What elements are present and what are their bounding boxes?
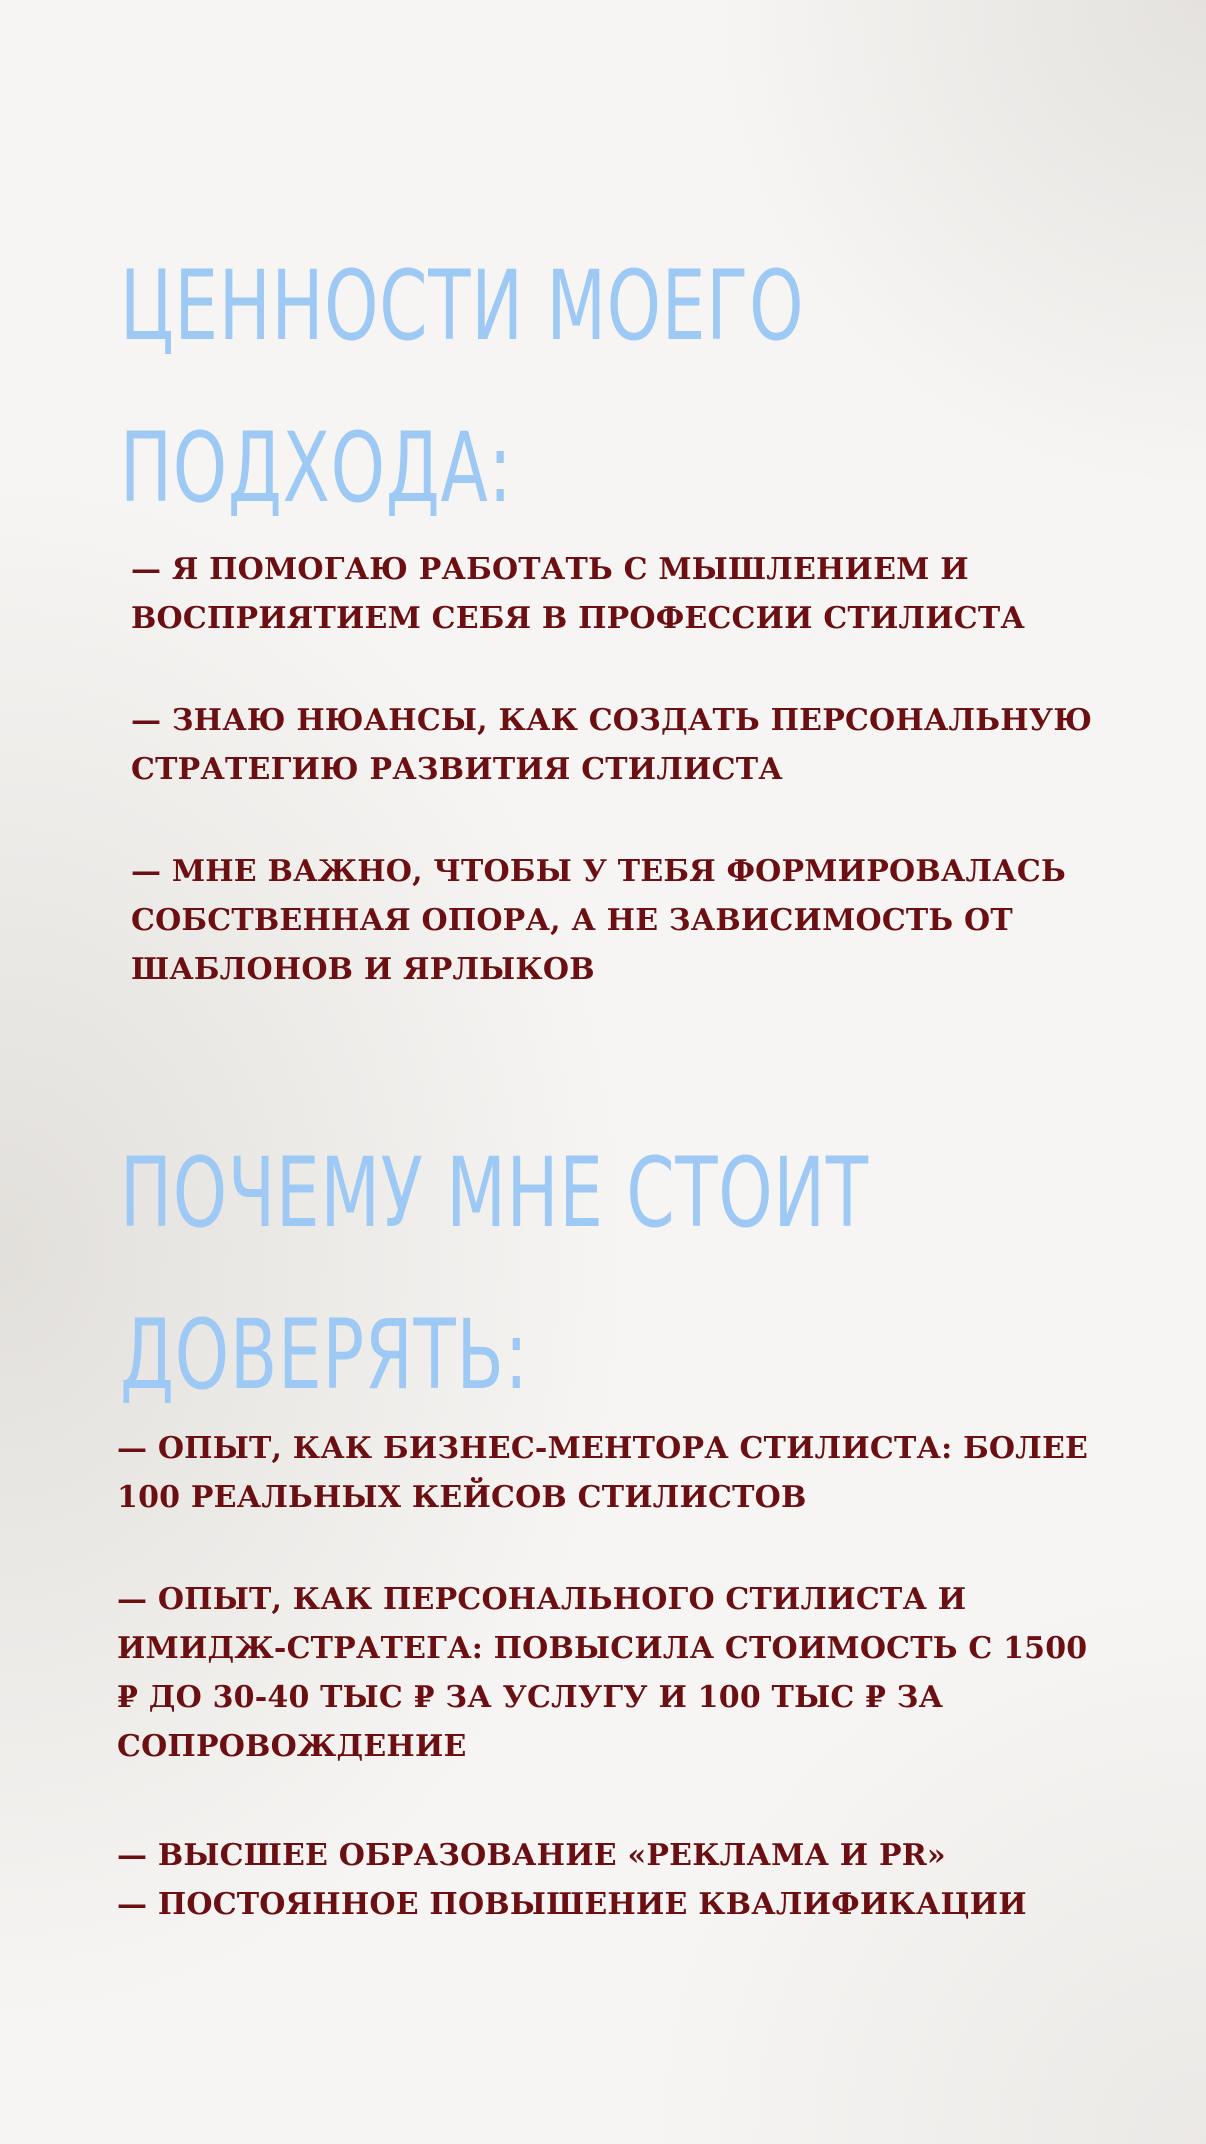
values-heading	[120, 250, 805, 582]
text-line: — ОПЫТ, КАК ПЕРСОНАЛЬНОГО СТИЛИСТА И	[117, 1582, 967, 1617]
text-line: ШАБЛОНОВ И ЯРЛЫКОВ	[131, 952, 595, 987]
text-line: ИМИДЖ-СТРАТЕГА: ПОВЫСИЛА СТОИМОСТЬ С 1500	[117, 1631, 1088, 1666]
text-line: — МНЕ ВАЖНО, ЧТОБЫ У ТЕБЯ ФОРМИРОВАЛАСЬ	[131, 854, 1066, 889]
text-line: — ЗНАЮ НЮАНСЫ, КАК СОЗДАТЬ ПЕРСОНАЛЬНУЮ	[131, 703, 1093, 738]
text-line: — Я ПОМОГАЮ РАБОТАТЬ С МЫШЛЕНИЕМ И	[131, 552, 969, 587]
text-line: 100 РЕАЛЬНЫХ КЕЙСОВ СТИЛИСТОВ	[117, 1480, 807, 1515]
text-line: — ВЫСШЕЕ ОБРАЗОВАНИЕ «РЕКЛАМА И PR»	[117, 1838, 946, 1873]
values-heading-line: ЦЕННОСТИ МОЕГО	[120, 250, 805, 362]
value-item-mindset	[131, 545, 1025, 643]
value-item-support	[131, 847, 1066, 994]
text-line: СОПРОВОЖДЕНИЕ	[117, 1729, 467, 1764]
trust-heading	[120, 1137, 869, 1469]
trust-heading-line: ДОВЕРЯТЬ:	[120, 1299, 529, 1411]
text-line: — ПОСТОЯННОЕ ПОВЫШЕНИЕ КВАЛИФИКАЦИИ	[117, 1887, 1027, 1922]
trust-heading-line: ПОЧЕМУ МНЕ СТОИТ	[120, 1137, 869, 1249]
text-line: ВОСПРИЯТИЕМ СЕБЯ В ПРОФЕССИИ СТИЛИСТА	[131, 601, 1026, 636]
values-heading-line: ПОДХОДА:	[120, 412, 513, 524]
trust-item-education	[117, 1831, 1027, 1929]
trust-item-stylist	[117, 1575, 1087, 1771]
text-line: ₽ ДО 30-40 ТЫС ₽ ЗА УСЛУГУ И 100 ТЫС ₽ ЗА	[117, 1680, 944, 1715]
value-item-strategy	[131, 696, 1092, 794]
text-line: — ОПЫТ, КАК БИЗНЕС-МЕНТОРА СТИЛИСТА: БОЛЕЕ	[117, 1431, 1089, 1466]
text-line: СТРАТЕГИЮ РАЗВИТИЯ СТИЛИСТА	[131, 752, 783, 787]
trust-item-mentor	[117, 1424, 1088, 1522]
text-line: СОБСТВЕННАЯ ОПОРА, А НЕ ЗАВИСИМОСТЬ ОТ	[131, 903, 1013, 938]
